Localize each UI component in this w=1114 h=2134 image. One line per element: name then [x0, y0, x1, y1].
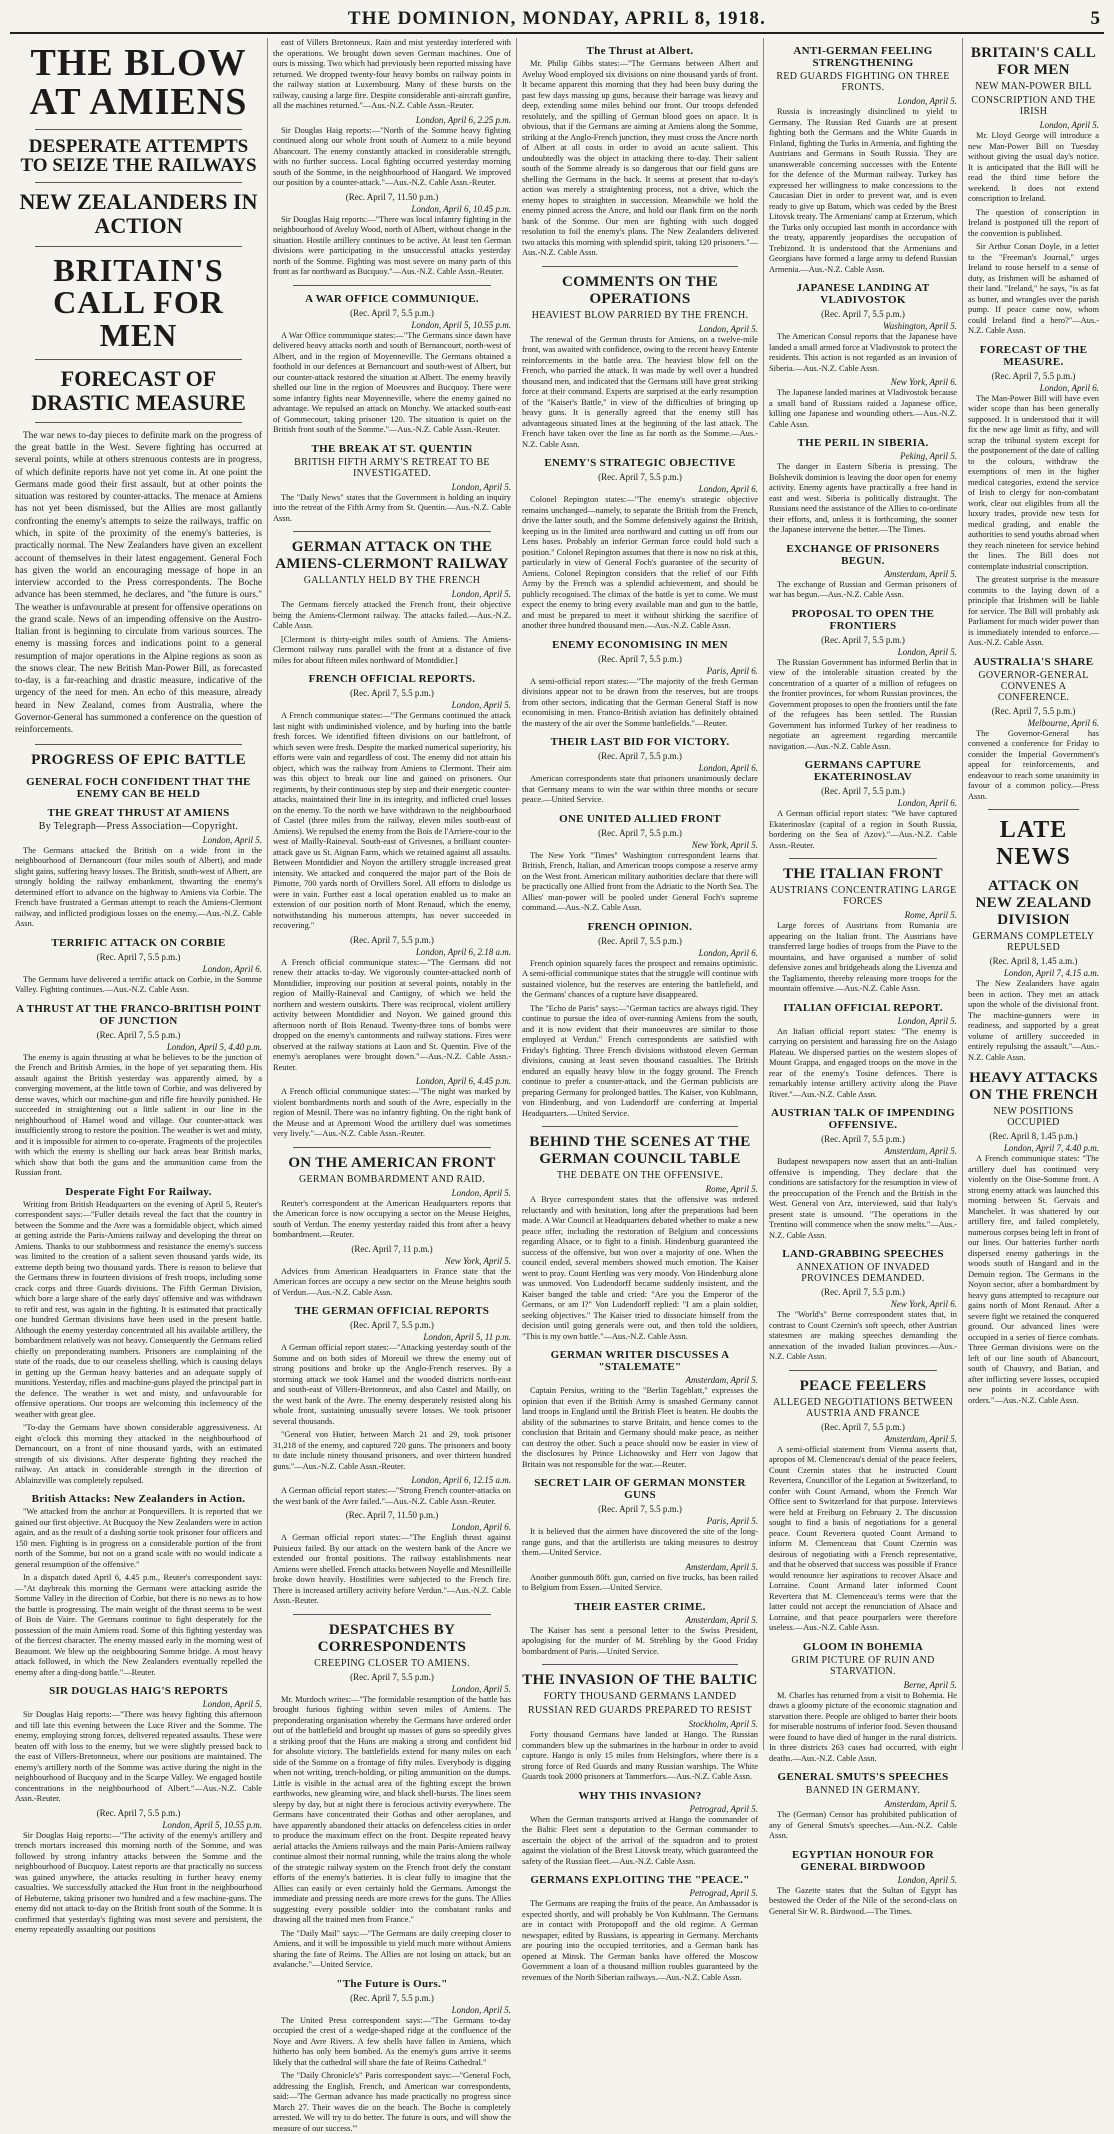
article-text: [Clermont is thirty-eight miles south of Amiens. The Amiens-Clermont railway runs parallel with the front at a distance of five miles for about fifteen miles northward of Montdidier.]	[273, 634, 511, 665]
dateline: London, April 6.	[1039, 382, 1099, 393]
dateline: London, April 5.	[451, 2004, 511, 2015]
subhead: FORTY THOUSAND GERMANS LANDED	[543, 1691, 737, 1702]
article-text: The New Zealanders have again been in action. They met an attack upon the whole of the divisional front. The machine-gunners were in readiness, and supported by a great volume of artillery succeeded in entirely repulsing the assault."—Aus.-N.Z. Cable Assn.	[968, 979, 1099, 1062]
dateline: Petrograd, April 5.	[689, 1803, 758, 1814]
headline-st-quentin: THE BREAK AT ST. QUENTIN	[311, 442, 473, 455]
headline-american-front: ON THE AMERICAN FRONT	[288, 1154, 496, 1171]
received-line: (Rec. April 7, 5.5 p.m.)	[350, 1320, 434, 1330]
headline-bohemia: GLOOM IN BOHEMIA	[802, 1640, 924, 1653]
dateline: London, April 7, 4.15 a.m.	[1003, 968, 1099, 978]
column-1	[10, 38, 268, 1935]
dateline: London, April 6, 2.25 p.m.	[415, 114, 511, 125]
dateline: Stockholm, April 5.	[688, 1719, 758, 1729]
headline-junction: A THRUST AT THE FRANCO-BRITISH POINT OF JUNCTION	[16, 1002, 261, 1027]
received-line: (Rec. April 7, 5.5 p.m.)	[598, 935, 682, 946]
lead-summary: The war news to-day pieces to definite mark on the progress of the great battle in the West. Severe fighting has occurred at several points, while at others strenuous contests are in progress, of which definite reports have not yet come in. At one point the Germans made good their first assault, but at other points the situation was restored by counter-attacks. The menace at Amiens has not yet been dismissed, but the Allies are most gallantly confronting the enemy's attempts to seize the railways, traffic on which, in spite of the proximity of the enemy's batteries, is practically normal. The New Zealanders have given an excellent account of themselves in their latest engagement. General Foch has given the world an encouraging message of hope in an interview accorded to the Press correspondents. The Boche advance has been stemmed, he declares, and "the future is ours." The weather is unfavourable at present for offensive operations on the grand scale. News of an impending offensive on the Austro-Italian front is beginning to circulate from various sources. The enemy is massing forces and indications point to a general resumption of major operations in the Alpine regions as soon as the snows clear. The new British Man-Power Bill, as forecasted to-day, is a far-reaching and drastic measure, indicative of the urgency of the need for men. An echo of this measure, already heard in New Zealand, comes from Australia, where the Governor-General has summoned a conference on the question of reinforcements.	[15, 430, 262, 736]
subhead: AUSTRIANS CONCENTRATING LARGE FORCES	[769, 885, 957, 907]
headline-stalemate: GERMAN WRITER DISCUSSES A "STALEMATE"	[550, 1349, 730, 1373]
article-text: The United Press correspondent says:—"The Germans to-day occupied the crest of a wedge-shaped ridge at the confluence of the Noye and Avre Rivers. A few shells have fallen in Amiens, which hitherto has only been bombed. As the enemy's guns arrive it seems likely that the cathedral will share the fate of Reims Cathedral."	[273, 2015, 511, 2067]
received-line: (Rec. April 7, 5.5 p.m.)	[350, 934, 434, 945]
article-text: The Germans fiercely attacked the French front, their objective being the Amiens-Clermont railway. The attacks failed.—Aus.-N.Z. Cable Assn.	[273, 600, 511, 630]
dateline: London, April 5.	[202, 834, 262, 845]
dateline: London, April 6.	[698, 947, 758, 958]
received-line: (Rec. April 7, 5.5 p.m.)	[96, 1807, 181, 1818]
dateline: London, April 6, 12.15 a.m.	[411, 1475, 511, 1485]
dateline: London, April 5.	[451, 1683, 511, 1694]
subhead: GERMANS COMPLETELY REPULSED	[972, 931, 1095, 953]
dateline: London, April 5.	[451, 1187, 511, 1198]
received-line: (Rec. April 7, 11.50 p.m.)	[345, 1510, 439, 1520]
article-text: Colonel Repington states:—"The enemy's strategic objective remains unchanged—namely, to separate the British from the French, drive the latter south, and the Somme defensively against the British, keeping us in the limited area northward and cutting us off from our Lens bases. Probably an inferior German force could hold such a position." Colonel Repington assumes that there is now no risk at this, particularly in view of General Foch's guarantee of the security of Amiens. Colonel Repington considers that the relief of our Fifth Army by the French was a splendid achievement, and should be publicly recognised. The climax of the battle is yet to come. We must expect the enemy to bring every available man and gun to the battle, and must be prepared to meet it without shirking the sacrifice of another three hundred thousand men.—Aus.-N.Z. Cable Assn.	[522, 495, 758, 630]
dateline: London, April 5, 11 p.m.	[423, 1332, 511, 1342]
received-line: (Rec. April 7, 5.5 p.m.)	[598, 827, 682, 838]
article-text: The Japanese landed marines at Vladivostok because a small band of Russians raided a Japanese office, killing one Japanese and wounding others.—Aus.-N.Z. Cable Assn.	[769, 388, 957, 429]
article-text: Sir Douglas Haig reports:—"There was local infantry fighting in the neighbourhood of Aveluy Wood, north of Albert, without change in the situation. Hostile artillery continues to be active. At least ten German divisions were participating in the unsuccessful attacks yesterday north of the Somme. Fighting was most severe on many parts of this front as far northward as Bucquoy."—Aus.-N.Z. Cable Assn.-Reuter.	[273, 214, 511, 276]
headline-allied-front: ONE UNITED ALLIED FRONT	[559, 812, 721, 825]
subhead: GRIM PICTURE OF RUIN AND STARVATION.	[791, 1654, 935, 1677]
article-text: The "Daily Chronicle's" Paris correspondent says:—"General Foch, addressing the English, French, and American war correspondents, said:—'The German advance has made practically no progress since March 27. Their waves die on the beach. The Boche is completely arrested. We will try to do better. The future is ours, and will show the measure of our success.'"	[273, 2071, 511, 2133]
article-text: M. Charles has returned from a visit to Bohemia. He draws a gloomy picture of the economic stagnation and starvation there. People are obliged to barter their boots for miserable nostrums of inferior food. Seven thousand were found to have died of hunger in the rural districts. In three districts 263 cases had occurred, with eight deaths.—Aus.-N.Z. Cable Assn.	[769, 1690, 957, 1763]
subhead: GERMAN BOMBARDMENT AND RAID.	[298, 1173, 485, 1185]
headline-britains-call: BRITAIN'S CALL FOR MEN	[53, 251, 224, 353]
headline-ekaterinoslav: GERMANS CAPTURE EKATERINOSLAV	[804, 759, 922, 783]
headline-prisoners: EXCHANGE OF PRISONERS BEGUN.	[786, 542, 940, 567]
headline-last-bid: THEIR LAST BID FOR VICTORY.	[550, 736, 730, 748]
dateline: London, April 6.	[897, 798, 957, 808]
article-text: A French official communique states:—"The night was marked by violent bombardments north and south of the Avre, especially in the region of Mesnil. There was no infantry fighting. On the right bank of the Meuse and at Apremont Wood the artillery duel was sometimes very lively."—Aus.-N.Z. Cable Assn.-Reuter.	[273, 1087, 511, 1138]
headline-exploiting-peace: GERMANS EXPLOITING THE "PEACE."	[530, 1874, 750, 1886]
article-text: The Kaiser has sent a personal letter to the Swiss President, apologising for the murder of M. Strebling by the Good Friday bombardment of Paris.—United Service.	[522, 1625, 758, 1656]
headline-amiens-clermont: GERMAN ATTACK ON THE AMIENS-CLERMONT RAILWAY	[275, 539, 509, 572]
headline-vladivostok: JAPANESE LANDING AT VLADIVOSTOK	[796, 282, 930, 306]
subhead: CREEPING CLOSER TO AMIENS.	[314, 1657, 470, 1669]
column-5	[963, 38, 1104, 1750]
dateline: London, April 5.	[897, 646, 957, 657]
article-text: Reuter's correspondent at the American Headquarters reports that the American force is now occupying a sector on the Meuse Heights, south of Verdun. The enemy yesterday raided this front after a heavy bombardment.—Reuter.	[273, 1198, 511, 1239]
dateline: Berne, April 5.	[903, 1679, 957, 1690]
article-text: The Russian Government has informed Berlin that in view of the intolerable situation created by the concentration of a quarter of a million of refugees on the frontier provinces, for whom Russian provinces, the Government proposes to open the frontiers until the fate of the refugees has been settled. The Russian Government has informed Turkey of her readiness to negotiate an agreement regarding mercantile navigation.—Aus.-N.Z. Cable Assn.	[769, 657, 957, 751]
dateline: London, April 6.	[451, 1522, 511, 1532]
headline-monster-guns: SECRET LAIR OF GERMAN MONSTER GUNS	[534, 1477, 746, 1501]
article-text: The "Daily Mail" says:—"The Germans are daily creeping closer to Amiens, and it will be impossible to yield much more without Amiens sharing the fate of Reims. The Allies are not losing on attack, but an avalanche."—United Service.	[273, 1928, 511, 1969]
headline-despatches: DESPATCHES BY CORRESPONDENTS	[317, 1621, 467, 1655]
headline-new-zealanders: NEW ZEALANDERS IN ACTION	[19, 189, 258, 239]
dateline: London, April 6, 4.45 p.m.	[415, 1076, 511, 1086]
dateline: Melbourne, April 6.	[1027, 717, 1099, 728]
headline-australia: AUSTRALIA'S SHARE	[973, 655, 1094, 668]
headline-german-reports: THE GERMAN OFFICIAL REPORTS	[294, 1305, 490, 1317]
headline-frontiers: PROPOSAL TO OPEN THE FRONTIERS	[791, 607, 935, 632]
received-line: (Rec. April 7, 5.5 p.m.)	[991, 370, 1076, 381]
article-text: A German official report states:—"Strong French counter-attacks on the west bank of the Avre failed."—Aus.-N.Z. Cable Assn.-Reuter.	[273, 1486, 511, 1506]
dateline: Amsterdam, April 5.	[685, 1561, 758, 1572]
article-text: The American Consul reports that the Japanese have landed a small armed force at Vladivostok to protect the residents. This action is not regarded as an invasion of Siberia.—Aus.-N.Z. Cable Assn.	[769, 332, 957, 373]
article-text: When the German transports arrived at Hango the commander of the Baltic Fleet sent a deputation to the German commander to ascertain the object of the arrival of the squadron and to protest against the violation of the Brest Litovsk treaty, which guaranteed the safety of the Russian fleet.—Aus.-N.Z. Cable Assn.	[522, 1814, 758, 1866]
article-text: A War Office communique states:—"The Germans since dawn have delivered heavy attacks north and south of Bernancourt, north-west of Albert, and in the region of Moyenneville. The Germans obtained a foothold in our defences at Bernancourt and south-west of Albert, but our counter-attack restored the situation at Albert. The enemy heavily shelled our line in the region of Moeuvres and Bucquoy. There were some infantry fights near Moyenneville, where the enemy gained no advantage. We repulsed an attack on Monchy. We attacked south-east of Gommecourt, taking prisoner 120. The situation is quiet on the British front south of the Somme."—Aus.-N.Z. Cable Assn.-Reuter.	[273, 330, 511, 434]
headline-haig-reports: SIR DOUGLAS HAIG'S REPORTS	[49, 1685, 228, 1698]
received-line: (Rec. April 7, 5.5 p.m.)	[821, 634, 905, 645]
dateline: Amsterdam, April 5.	[884, 1799, 957, 1809]
headline-italian-report: ITALIAN OFFICIAL REPORT.	[783, 1001, 943, 1014]
dateline: Paris, April 5.	[706, 1516, 758, 1526]
received-line: (Rec. April 7, 5.5 p.m.)	[821, 1421, 905, 1432]
subhead: ALLEGED NEGOTIATIONS BETWEEN AUSTRIA AND FRANCE	[772, 1396, 954, 1419]
dateline: London, April 5.	[451, 589, 511, 599]
dateline: New York, April 5.	[691, 839, 758, 850]
dateline: London, April 5, 10.55 p.m.	[162, 1819, 262, 1830]
article-text: Russia is increasingly disinclined to yield to Germany. The Russian Red Guards are at present fighting both the Germans and the White Guards in Finland, fighting the Turks in Armenia, and fighting the Austrians and Germans in South Russia. They are unanswerable concerning successes with the Entente for the defence of the Murman railway. Turkey has expressed her willingness to make concessions to the Caucasian Diet in order to prevent war, and is even ready to give up Batum, which was ceded by the Brest Litovsk treaty. The Armenians' camp at Erzerum, which the Turks only occupied last month in accordance with the treaty, apparently jeopardises the occupation of Trebizond. It is understood that the Armenians and Georgians have formed a large army to defend Russian Armenia.—Aus.-N.Z. Cable Assn.	[769, 107, 957, 274]
article-text: A Bryce correspondent states that the offensive was ordered reluctantly and with hesitation, long after the preparations had been made. A War Council at Headquarters debated whether to make a new peace offer, including the restoration of Belgium and concessions regarding Alsace, or to fight to a finish. Hindenburg guaranteed the success of the offensive, but won over a majority of one. When the council ended, several members showed much emotion. The Kaiser went to pray. Count Hertling was very moody. Von Hindenburg alone was unmoved. Von Ludendorff became suddenly insistent, and the Kaiser banged the table and cried: "Are you the Emperor of the Germans, or am I?" Von Ludendorff replied: "I am a plain soldier, seeking objectives." The Kaiser tried to dissociate himself from the decision until going generals were out, and then told the soldiers, "This is my own battle."—Aus.-N.Z. Cable Assn.	[522, 1195, 758, 1341]
article-text: The Germans have delivered a terrific attack on Corbie, in the Somme Valley. Fighting continues.—Aus.-N.Z. Cable Assn.	[15, 974, 262, 995]
dateline: Amsterdam, April 5.	[685, 1375, 758, 1385]
dateline: Amsterdam, April 5.	[685, 1614, 758, 1625]
article-text: In a dispatch dated April 6, 4.45 p.m., Reuter's correspondent says:—"At daybreak this morning the Germans were attacking astride the Somme Valley in the direction of Corbie, but there is no news as to how the battle is progressing. The main weight of the thrust seems to be west of Bois de Vaire. The Germans continue to fight desperately for the possession of the main Amiens road. Some of this fighting yesterday was of the fiercest character. The enemy massed early in the morning west of Beaumont. We blew up the neighbouring Somme bridge. A most heavy attack followed, in which the New Zealanders eventually repelled the enemy after a ding-dong battle."—Reuter.	[15, 1573, 262, 1677]
received-line: (Rec. April 7, 5.5 p.m.)	[598, 472, 682, 482]
article-text: The Governor-General has convened a conference for Friday to consider the Imperial Government's appeal for reinforcements, and endeavour to reach some unanimity in favour of a common policy.—Press Assn.	[968, 728, 1099, 801]
article-text: The Germans attacked the British on a wide front in the neighbourhood of Dernancourt (four miles south of Albert), and made slight gains, suffering heavy losses. The British, south-west of Albert, are strongly holding the railway embankment, thwarting the enemy's determined effort to advance on the highway to Amiens via Corbie. The French have frustrated a German attempt to reach the Amiens-Clermont railway, and inflicted prodigious losses on the enemy.—Aus.-N.Z. Cable Assn.	[15, 845, 262, 929]
article-text: Mr. Murdoch writes:—"The formidable resumption of the battle has brought furious fighting within seven miles of Amiens. The preponderating organisation whereby the Germans have ordered order out of the battlefield and brought up masses of guns so speedily gives a striking proof that the Huns are making a strong and confident bid for absolute victory. The battlefields extend for many miles on each side of the Somme on a frontage of fifty miles. Everybody is digging when not writing, trench-holding, or piling ammunition on the dumps. Little is visible in the actual area of the fighting except the brown earthworks, new gleaming wire, and black shell-bursts. The lines seem sleepy by day, but at night there is ferocious activity everywhere. The Germans have concentrated their Gothas and other aeroplanes, and have apparently abandoned their attacks on defenceless cities in order to produce the maximum effect on the front. Despite repeated heavy aerial attacks the Amiens railways and the main Paris-Amiens railway continue almost their normal running, while the trains along the whole of the strategic railway system on the French front defy the constant efforts of the enemy's batteries. It is clear fully to imagine that the Allies can easily or even certainly hold the Germans. Amongst the immediate and pressing needs are more crews for the guns. The Allies suggesting every possible soldier into the combatant ranks and drawing all the trained men from France."	[273, 1694, 511, 1924]
received-line: (Rec. April 7, 5.5 p.m.)	[991, 705, 1076, 716]
subhead: NEW MAN-POWER BILL	[975, 81, 1092, 92]
headline-french-reports: FRENCH OFFICIAL REPORTS.	[308, 673, 476, 685]
article-text: The (German) Censor has prohibited publication of any of General Smuts's speeches.—Aus.-N.Z. Cable Assn.	[769, 1810, 957, 1840]
article-text: The danger in Eastern Siberia is pressing. The Bolshevik dominion is leaving the door open for enemy activity. Enemy agents have practically a free hand in east and west. Siberia is politically distraught. The Russians need the assistance of the Allies to co-ordinate their efforts, and, unless it is forthcoming, the sooner the Japanese intervene the better.—The Times.	[769, 462, 957, 534]
headline-strategic-objective: ENEMY'S STRATEGIC OBJECTIVE	[544, 457, 736, 469]
received-line: (Rec. April 8, 1.45 a.m.)	[989, 956, 1078, 966]
article-text: Sir Douglas Haig reports:—"North of the Somme heavy fighting continued along our whole front south of Aumetz to a mile beyond Abancourt. The enemy constantly attacked in considerable strength, with no further success. Local fighting occurred yesterday morning south of the Somme, in the neighbourhood of Hangard. We improved our position by a counter-attack."—Aus.-N.Z. Cable Assn.-Reuter.	[273, 125, 511, 187]
article-text: The renewal of the German thrusts for Amiens, on a twelve-mile front, was awaited with confidence, owing to the recent heavy Entente reinforcements in the battle area. The heaviest blow fell on the French, who parried the attack. It was made by well over a hundred thousand men, and indicated that the Germans still have great striking force at their command. Experts are surprised at the early resumption of the "Kaiser's Battle," in view of the difficulties of bringing up heavy guns. It is generally agreed that the enemy still has advantageous situated lines at the beginning of the last attack. The French have taken over the line as far north as the Somme.—Aus.-N.Z. Cable Assn.	[522, 334, 758, 449]
headline-epic-battle: PROGRESS OF EPIC BATTLE	[31, 751, 246, 768]
received-line: (Rec. April 7, 5.5 p.m.)	[598, 1504, 682, 1514]
subhead: GOVERNOR-GENERAL CONVENES A CONFERENCE.	[978, 669, 1089, 703]
dateline: London, April 6.	[698, 763, 758, 773]
subhead: HEAVIEST BLOW PARRIED BY THE FRENCH.	[531, 309, 749, 321]
dateline: London, April 6.	[202, 963, 262, 974]
dateline: New York, April 6.	[890, 377, 957, 387]
headline-desperate-attempts: DESPERATE ATTEMPTS TO SEIZE THE RAILWAYS	[20, 135, 257, 176]
dateline: London, April 6.	[698, 484, 758, 494]
article-text: Forty thousand Germans have landed at Hango. The Russian commanders blew up the submarines in the harbour in order to avoid capture. Hango is only 15 miles from Helsingfors, where there is a strong force of Red Guards and many Russian warships. The White Guards took 2000 prisoners at Tammerfors.—Aus.-N.Z. Cable Assn.	[522, 1730, 758, 1781]
headline-blow-at-amiens: THE BLOW AT AMIENS	[29, 42, 248, 123]
dateline: London, April 5.	[1039, 120, 1099, 130]
headline-birdwood: EGYPTIAN HONOUR FOR GENERAL BIRDWOOD	[792, 1848, 934, 1873]
subhead-great-thrust: THE GREAT THRUST AT AMIENS	[47, 806, 230, 819]
headline-corbie: TERRIFIC ATTACK ON CORBIE	[51, 936, 226, 949]
headline-war-office: A WAR OFFICE COMMUNIQUE.	[305, 292, 479, 305]
article-text: A French communique states: "The artillery duel has continued very violently on the Oise-Somme front. A strong enemy attack was launched this morning between St. Gervais and Manchelet. It was shattered by our artillery fire, and failed completely, numerous corpses being left in front of our lines. Our batteries further north dispersed enemy gatherings in the woods south of Hangard and in the Demuin region. The Germans in the Noyon sector, after a bombardment by heavy guns attempted to recapture our gains north of Mont Renaud. After a severe fight we retained the conquered ground. Our advanced lines were occupied in a series of fierce combats. Three German divisions were on the left of our line south of Abancourt, south of Chauvry, and Batian, and after inflicting severe losses, occupied new points in accordance with orders."—Aus.-N.Z. Cable Assn.	[968, 1154, 1099, 1405]
article-text: A French official communique states:—"The Germans did not renew their attacks to-day. We vigorously counter-attacked north of Montdidier, improving our position at several points, notably in the region of Mailly-Raineval and Cantigny, of which we held the northern and western outskirts. There was reciprocal, violent artillery activity between Montdidier and Noyon. We gained ground this afternoon north of Bois Renaud. Twenty-three tons of bombs were dropped on the enemy's cantonments and railway stations. Fires were observed at the railway stations at Laon and St. Quentin. Five of the enemy's aeroplanes were brought down."—Aus.-N.Z. Cable Assn.-Reuter.	[273, 957, 511, 1072]
received-line: (Rec. April 7, 5.5 p.m.)	[821, 1287, 905, 1297]
headline-why-invasion: WHY THIS INVASION?	[578, 1789, 702, 1802]
headline-siberia: THE PERIL IN SIBERIA.	[797, 437, 929, 449]
article-text: The Gazette states that the Sultan of Egypt has bestowed the Order of the Nile of the second-class on General Sir W. R. Birdwood.—The Times.	[769, 1885, 957, 1916]
subhead: GALLANTLY HELD BY THE FRENCH	[303, 575, 481, 586]
dateline: Rome, April 5.	[705, 1184, 758, 1194]
dateline: London, April 5, 4.40 p.m.	[166, 1041, 262, 1052]
headline-forecast-measure: FORECAST OF THE MEASURE.	[979, 343, 1088, 368]
late-news-banner: LATE NEWS	[996, 817, 1071, 870]
subhead: BRITISH FIFTH ARMY'S RETREAT TO BE INVESTIGATED.	[294, 456, 490, 479]
headline-land-grabbing: LAND-GRABBING SPEECHES	[782, 1248, 944, 1260]
dateline: Amsterdam, April 5.	[884, 568, 957, 579]
headline-britains-call-box: BRITAIN'S CALL FOR MEN	[970, 45, 1097, 78]
article-text: "To-day the Germans have shown considerable aggressiveness. At eight o'clock this morning they attacked in the neighbourhood of Dernancourt, on a front of nine thousand yards, with an estimated strength of six divisions. After desperate fighting they reached the railway. An attack in considerable strength in the direction of Ablainzville was completely repulsed.	[15, 1423, 262, 1485]
headline-nz-division: ATTACK ON NEW ZEALAND DIVISION	[975, 878, 1092, 928]
article-text: A French communique states:—"The Germans continued the attack last night with undiminished violence, and by hurling into the battle fresh forces. We identified fifteen divisions on our battlefront, of which seven were fresh. Despite the marked numerical superiority, his efforts were vain and regardless of cost. The enemy did not attain his object, which was the railway from Amiens to Clermont. Their aim was this object to break our line and gained on prisoners. Our regiments, by their continuous step by step and their energetic counter-attacks, maintained their line in its integrity, and inflicted cruel losses on the enemy. To the north we have withdrawn to the neighbourhood of Castel (three miles from the railway, eleven miles south-east of Amiens). We repulsed the enemy from the Bois de l'Arriere-cour to the west of Mailly-Raineval. South-east of Grivesnes, a brilliant counter-attack gave us St. Aignan Farm, which we retained against all assaults. Between Montdidier and Noyon the artillery struggle increased great intensity. We attacked and conquered the major part of the Bois de Pimotte, 700 yards north of Orvillers Sorel. All efforts to dislodge us were in vain. Further east a local operation enabled us to make an extension of our position north of Mont Renaud, which the enemy, notwithstanding his numerous attempts, has never succeeded in recovering."	[273, 711, 511, 930]
dateline: London, April 5.	[897, 1874, 957, 1885]
column-3	[517, 38, 764, 1982]
dateline: London, April 6, 2.18 a.m.	[415, 946, 511, 957]
dateline: London, April 7, 4.40 p.m.	[1003, 1143, 1099, 1153]
article-text: "General von Hutier, between March 21 and 29, took prisoner 31,218 of the enemy, and captured 720 guns. The prisoners and booty to date include ninety thousand prisoners, and over thirteen hundred guns."—Aus.-N.Z. Cable Assn.-Reuter.	[273, 1430, 511, 1471]
article-text: A German official report states:—"The English thrust against Puisieux failed. By our attack on the western bank of the Ancre we extended our frontal positions. The railway establishments near Amiens were shelled. French attacks between Noyelle and Mesnilleille broke down heavily. Hostilities were subjected to the French fire. There is increased artillery activity before Verdun."—Aus.-N.Z. Cable Assn.-Reuter.	[273, 1533, 511, 1605]
headline-french-opinion: FRENCH OPINION.	[587, 920, 693, 933]
article-text: The Man-Power Bill will have even wider scope than has been generally supposed. It is understood that it will fix the new age limit as fifty, and will scrap the tribunal system except for the postponement of the date of calling to the colours, withdraw the exemptions of men in the higher medical categories, extend the service of Irish to clergy for non-combatant work, clear out eligibles from all the luxury trades, provide new tests for medical grading, and enable the authorities to send youths abroad when they reach nineteen for service behind the lines. The Bill does not contemplate industrial conscription.	[968, 393, 1099, 571]
headline-anti-german: ANTI-GERMAN FEELING STRENGTHENING	[793, 45, 933, 69]
dateline: London, April 5.	[202, 1699, 262, 1710]
received-line: (Rec. April 7, 11 p.m.)	[351, 1243, 433, 1254]
dateline: London, April 5.	[451, 700, 511, 710]
page-number: 5	[1090, 8, 1100, 29]
article-text: A semi-official statement from Vienna asserts that, apropos of M. Clemenceau's denial of the peace feelers, Count Czernin states that he instructed Count Revertera, Councillor of the Legation at Switzerland, to confer with Count Armand, whom the French War Office sent to Switzerland for that purpose. Interviews were held at Freiburg on February 2. The discussion sought to find a basis of negotiations for a general peace. Count Revertera quoted Count Armand to inform M. Clemenceau that Count Czernin was desirous of negotiating with a French representative, and that he observed that success was possible if France would renounce her aspirations to recover Alsace and Lorraine. Count Armand later informed Count Revertera that M. Clemenceau's terms were that the latter could not accept the renunciation of Alsace and Lorraine, and that peace pourparlers were therefore useless.—Aus.-N.Z. Cable Assn.	[769, 1444, 957, 1632]
dateline: Paris, April 6.	[706, 665, 758, 676]
article-text: Sir Arthur Conan Doyle, in a letter to the "Freeman's Journal," urges Ireland to rouse herself to a sense of duty, as Irishmen will be ashamed of their land. "Ireland," he says, "is as fat as butter, and wrangles over the parish pump. If peace came now, whom could Ireland find a hero?"—Aus.-N.Z. Cable Assn.	[968, 242, 1099, 335]
headline-attacks-french: HEAVY ATTACKS ON THE FRENCH	[969, 1070, 1098, 1103]
dateline: New York, April 6.	[890, 1299, 957, 1309]
subhead-nz-action: British Attacks: New Zealanders in Action.	[31, 1493, 246, 1506]
article-text: Advices from American Headquarters in France state that the American forces are occupy a new sector on the Meuse heights south of Verdun.—Aus.-N.Z. Cable Assn.	[273, 1266, 511, 1297]
subhead: THE DEBATE ON THE OFFENSIVE.	[556, 1170, 724, 1181]
column-4	[764, 38, 963, 1916]
received-line: (Rec. April 7, 5.5 p.m.)	[350, 688, 434, 698]
received-line: (Rec. April 7, 5.5 p.m.)	[96, 951, 181, 962]
headline-peace-feelers: PEACE FEELERS	[799, 1377, 927, 1394]
article-text: Mr. Philip Gibbs states:—"The Germans between Albert and Aveluy Wood employed six divisions on nine thousand yards of front. It became apparent this morning that they had been busy during the past few days massing up guns, because their barrage was heavy and deep, extending some miles behind our front. Our troops defended resolutely, and the spilling of German blood goes on apace. It is obvious, that if the Germans are aiming at Amiens along the Somme, striking at the Anglo-French junction, they must cross the Ancre north of Albert at all costs in order to avoid an acute salient. This undoubtedly was the object in attacking there to-day. Their salient south of the Somme already is so dangerous that our field guns are shelling the Germans in the back. It seems at present that to-day's action was merely a straightening process, not a drive, which the enemy hopes to straighten in succession. Meanwhile we hold the enemy pinned across the Ancre, and hold our flank firm on the north bank of the Somme. Our men are fighting with such dogged resolution to foil the enemy's plans. The New Zealanders delivered two attacks this morning with splendid spirit, taking 120 prisoners."—Aus.-N.Z. Cable Assn.	[522, 59, 758, 257]
article-text: Large forces of Austrians from Rumania are appearing on the Italian front. The Austrians have transferred large bodies of troops from the Piave to the mountains, and have organised a number of solid defensive zones and bridgeheads along the Livenza and the Tagliamento, thereby releasing more troops for the mountain offensive.—Aus.-N.Z. Cable Assn.	[769, 921, 957, 993]
article-text: Budapest newspapers now assert that an anti-Italian offensive is impending. They declare that the conditions are satisfactory for the resumption in view of the preoccupation of the French and the British in the West. General von Arz, interviewed, said that Italy's present state is unsound. "The operations in the Trentino will commence when the snow melts."—Aus.-N.Z. Cable Assn.	[769, 1157, 957, 1240]
article-text: The greatest surprise is the measure commits to the laying down of a principle that Irishmen will be liable for service. The Bill will probably ask Parliament for much wider power than is immediately intended to enforce.—Aus.-N.Z. Cable Assn.	[968, 575, 1099, 647]
article-text: The enemy is again thrusting at what he believes to be the junction of the French and British Armies, in the hope of yet separating them. His assault against the British yesterday was apparently aimed, by a converging movement, at the little town of Corbie, and was delivered by dense waves, which our machine-gun and rifle fire heavily punished. He succeeded in straightening out a little salient in our line in the neighbourhood of Hamel wood and village. Our counter-attack was insufficiently strong to restore the position. The weather is wet and misty, and it is impossible for airmen to co-operate. Fragments of the projectiles with which the enemy is shelling our back areas bear British marks, which show that both the guns and the ammunition came from the Russian front.	[15, 1052, 262, 1178]
subhead-foch: GENERAL FOCH CONFIDENT THAT THE ENEMY CAN BE HELD	[26, 775, 251, 800]
subhead: BANNED IN GERMANY.	[805, 1785, 921, 1796]
dateline: New York, April 5.	[444, 1255, 511, 1266]
article-text: A semi-official report states:—"The majority of the fresh German divisions appear not to be drawn from the reserves, but are troops from other sectors, indicating that the German General Staff is now economising in men. Franco-British aviation has definitely obtained the mastery of the air over the Somme battlefields."—Reuter.	[522, 676, 758, 728]
headline-austrian-talk: AUSTRIAN TALK OF IMPENDING OFFENSIVE.	[771, 1107, 955, 1131]
masthead	[10, 6, 1104, 34]
article-text: Another gunmouth 80ft. gun, carried on five trucks, has been railed to Belgium from Essen.—United Service.	[522, 1572, 758, 1592]
dateline: Washington, April 5.	[882, 321, 957, 331]
column-2	[268, 38, 517, 2133]
dateline: London, April 5.	[451, 481, 511, 492]
subhead: CONSCRIPTION AND THE IRISH	[971, 95, 1096, 117]
masthead-title: THE DOMINION, MONDAY, APRIL 8, 1918.	[347, 8, 767, 29]
article-text: The New York "Times" Washington correspondent learns that British, French, Italian, and American troops compose a reserve army on the West front. American military authorities declare that there will be practically one Allied front from the Adriatic to the North Sea. The Allies' man-power will be pooled under General Foch's supreme command.—Aus.-N.Z. Cable Assn.	[522, 850, 758, 912]
article-text: The "Daily News" states that the Government is holding an inquiry into the retreat of the Fifth Army from St. Quentin.—Aus.-N.Z. Cable Assn.	[273, 492, 511, 523]
subhead-railway: Desperate Fight For Railway.	[65, 1185, 212, 1198]
article-text: Mr. Lloyd George will introduce a new Man-Power Bill on Tuesday without giving the usual day's notice. It is anticipated that the Bill will be read the third time before the weekend. It does not extend conscription to Ireland.	[968, 131, 1099, 203]
dateline: Amsterdam, April 5.	[884, 1433, 957, 1444]
headline-smuts: GENERAL SMUTS'S SPEECHES	[777, 1771, 949, 1783]
article-text: The "Echo de Paris" says:—"German tactics are always rigid. They continue to pursue the idea of over-running Amiens from the south, and it is now evident that their manoeuvres are similar to those employed at Verdun." French correspondents are satisfied with Friday's fighting. Three French divisions withstood eleven German divisions, causing at least seven thousand casualties. The British endured an equally heavy blow in the foggy ground. The French continue to prefer a counter-attack, and the German publicists are preparing Germany for prolonged battles. The Kaiser, von Kuhlmann, von Hindenburg, and von Ludendorff are conferring at Imperial Headquarters.—United Service.	[522, 1003, 758, 1118]
dateline: Peking, April 5.	[900, 451, 957, 461]
article-text: Sir Douglas Haig reports:—"There was heavy fighting this afternoon and till late this evening between the Luce River and the Somme. The enemy, employing strong forces, delivered repeated assaults. These were beaten off with loss to the enemy, but we were slightly pressed back to the east of Villers-Bretonneux, where our positions are maintained. The enemy's artillery north of the Somme was active during the night in the neighbourhood of Bucquoy and in the Scarpe Valley. We engaged hostile concentrations in the neighbourhood of Albert."—Aus.-N.Z. Cable Assn.-Reuter.	[15, 1710, 262, 1804]
article-text: The question of conscription in Ireland is postponed till the report of the convention is published.	[968, 207, 1099, 238]
received-line: (Rec. April 7, 5.5 p.m.)	[96, 1029, 181, 1040]
headline-economising: ENEMY ECONOMISING IN MEN	[552, 638, 728, 651]
received-line: (Rec. April 7, 5.5 p.m.)	[350, 1992, 434, 2003]
article-text: American correspondents state that prisoners unanimously declare that Germany means to win the war within three months or secure peace.—United Service.	[522, 774, 758, 804]
headline-behind-scenes: BEHIND THE SCENES AT THE GERMAN COUNCIL TABLE	[529, 1134, 751, 1167]
byline: By Telegraph—Press Association—Copyright.	[38, 820, 239, 832]
received-line: (Rec. April 7, 5.5 p.m.)	[350, 307, 434, 318]
received-line: (Rec. April 7, 5.5 p.m.)	[598, 751, 682, 761]
received-line: (Rec. April 7, 5.5 p.m.)	[821, 786, 905, 796]
article-text: Captain Persius, writing to the "Berlin Tageblatt," expresses the opinion that even if the British Army is smashed Germany cannot land troops in England until the British Fleet is beaten. He doubts the ability of the submarines to starve Britain, and hence comes to the conclusion that Britain and Germany should make peace, as neither can destroy the other. Such a peace should now be easier in view of the disclosures by Prince Lichnowsky and Herr von Jagow that Britain was not responsible for the war.—Reuter.	[522, 1386, 758, 1469]
subhead: RUSSIAN RED GUARDS PREPARED TO RESIST	[527, 1705, 753, 1716]
received-line: (Rec. April 7, 11.50 p.m.)	[345, 191, 439, 202]
subhead: ANNEXATION OF INVADED PROVINCES DEMANDED.	[796, 1262, 930, 1284]
article-text: A German official report states: "We have captured Ekaterinoslav (capital of a region in South Russia, bordering on the Sea of Azov)."—Aus.-N.Z. Cable Assn.-Reuter.	[769, 809, 957, 850]
article-text: The Germans are reaping the fruits of the peace. An Ambassador is expected shortly, and will probably be Von Kuhlmann. The Germans are in contact with Protopopoff and the old regime. A German newspaper, edited by Russians, is appearing in Germany. Merchants are pouring into the occupied territories, and a German bank has opened at Minsk. The German banks have offered the Moscow Government a loan of a thousand million roubles guaranteed by the revenues of the North Siberian railways.—Aus.-N.Z. Cable Assn.	[522, 1899, 758, 1982]
article-text: A German official report states:—"Attacking yesterday south of the Somme and on both sides of Moreuil we threw the enemy out of strong positions and broke up the Anglo-French reserves. By a storming attack we took Hamel and the wooded districts north-east and south-east of Villers-Bretonneux, and also Castel and Mailly, on the west bank of the Avre. The enemy desperately resisted along his whole front, sustaining unusually severe losses. We took prisoner several thousands.	[273, 1343, 511, 1426]
dateline: Amsterdam, April 5.	[884, 1146, 957, 1156]
headline-baltic: THE INVASION OF THE BALTIC	[522, 1672, 758, 1688]
article-text: Writing from British Headquarters on the evening of April 5, Reuter's correspondent says:—"Fuller details reveal the fact that the country in between the Somme and the Avre was a formidable object, which aimed at getting astride the Paris-Amiens railway and developing the threat on Amiens. Thanks to our stubbornness and resistance the enemy's success was limited to the creation of a salient seven thousand yards wide, its extreme depth being two thousand yards. There is reason to believe that the Germans threw in fourteen divisions of fresh troops, including some crack corps and three Guards divisions. The Fifth German Division, which bore a large share of the early days' offensive and was withdrawn to refit and rest, was again in the fighting. It is estimated that practically one hundred German divisions have been used in the present battle. Although the enemy yesterday concentrated all his available artillery, the bombardment relatively was not heavy. Consequently the Germans relied chiefly on preponderating numbers. Prisoners are complaining of the state of the roads, due to our ceaseless shelling, which is causing delays in getting up the German heavy batteries and an adequate supply of munitions. Yesterday, rifles and machine-guns played the principal part in the defence. The weather is wet and misty, and unfavourable for offensive operations. Our troops are welcoming this inclemency of the weather with great glee.	[15, 1199, 262, 1419]
received-line: (Rec. April 7, 5.5 p.m.)	[598, 653, 682, 664]
subhead-future-ours: "The Future is Ours."	[336, 1977, 448, 1990]
subhead: RED GUARDS FIGHTING ON THREE FRONTS.	[776, 71, 950, 93]
dateline: London, April 5.	[698, 323, 758, 334]
article-text: The exchange of Russian and German prisoners of war has begun.—Aus.-N.Z. Cable Assn.	[769, 579, 957, 599]
subhead-thrust-albert: The Thrust at Albert.	[586, 45, 694, 57]
subhead: NEW POSITIONS OCCUPIED	[993, 1106, 1074, 1128]
dateline: London, April 5.	[897, 1015, 957, 1026]
article-text: It is believed that the airmen have discovered the site of the long-range guns, and that the artillerists are taking measures to destroy them.—United Service.	[522, 1527, 758, 1557]
headline-easter-crime: THEIR EASTER CRIME.	[574, 1600, 706, 1613]
article-text: east of Villers Bretonneux. Rain and mist yesterday interfered with the operations. We brought down seven German machines. One of ours is missing. Two which had previously been reported missing have returned. We dropped twenty-four heavy bombs on railway points in the railway station at Luxembourg. Many of these bursts on the railway, causing a large fire. Despite considerable anti-aircraft gunfire, all the machines returned."—Aus.-N.Z. Cable Assn.-Reuter.	[273, 38, 511, 110]
dateline: Rome, April 5.	[904, 910, 957, 920]
article-text: An Italian official report states: "The enemy is carrying on persistent and harassing fire on the Asiago Plateau. We dispersed parties on the western slopes of Mount Grappa, and engaged troops on the move in the rear of the enemy's Tosine defences. There is remarkably intense artillery activity along the Piave River."—Aus.-N.Z. Cable Assn.	[769, 1026, 957, 1099]
dateline: London, April 5, 10.55 p.m.	[411, 319, 511, 330]
headline-forecast: FORECAST OF DRASTIC MEASURE	[31, 365, 246, 415]
article-text: "We attacked from the anchor at Ponquevillers. It is reported that we gained our first objective. At Bucquoy the New Zealanders were in action again, and as the result of a dashing sortie took prisoner four officers and 150 men. Fighting is in progress on a considerable portion of the front north of the Somme, but not on a grand scale with no would indicate a general resumption of the offensive."	[15, 1507, 262, 1569]
dateline: London, April 5.	[897, 96, 957, 106]
article-text: French opinion squarely faces the prospect and remains optimistic. A semi-official communique states that the struggle will continue with sustained violence, but the reserves are entering the battlefield, and the Germans' chances of a rupture have disappeared.	[522, 958, 758, 999]
article-text: Sir Douglas Haig reports:—"The activity of the enemy's artillery and trench mortars increased this morning north of the Somme, and was followed by strong infantry attacks between the Somme and the neighbourhood of Bucquoy. Latest reports are that practically no success was gained anywhere, the attacks resulting in further heavy enemy casualties. We successfully attacked the Hun front in the neighbourhood of Hebuterne, taking prisoner two hundred and a few machine-guns. The enemy did not attack to-day on the British front south of the Somme. It is confirmed that yesterday's fighting was most severe and persistent, the enemy repeatedly assaulting our positions	[15, 1830, 262, 1935]
headline-comments: COMMENTS ON THE OPERATIONS	[562, 273, 718, 307]
received-line: (Rec. April 7, 5.5 p.m.)	[821, 309, 905, 319]
received-line: (Rec. April 8, 1.45 p.m.)	[989, 1131, 1078, 1141]
headline-italian-front: THE ITALIAN FRONT	[783, 866, 943, 882]
dateline: Petrograd, April 5.	[689, 1888, 758, 1898]
received-line: (Rec. April 7, 5.5 p.m.)	[350, 1671, 434, 1682]
received-line: (Rec. April 7, 5.5 p.m.)	[821, 1134, 905, 1144]
dateline: London, April 6, 10.45 p.m.	[411, 203, 511, 214]
article-text: The "World's" Berne correspondent states that, in contrast to Count Czernin's soft speech, other Austrian statesmen are making speeches demanding the annexation of the invaded Italian provinces.—Aus.-N.Z. Cable Assn.	[769, 1310, 957, 1361]
